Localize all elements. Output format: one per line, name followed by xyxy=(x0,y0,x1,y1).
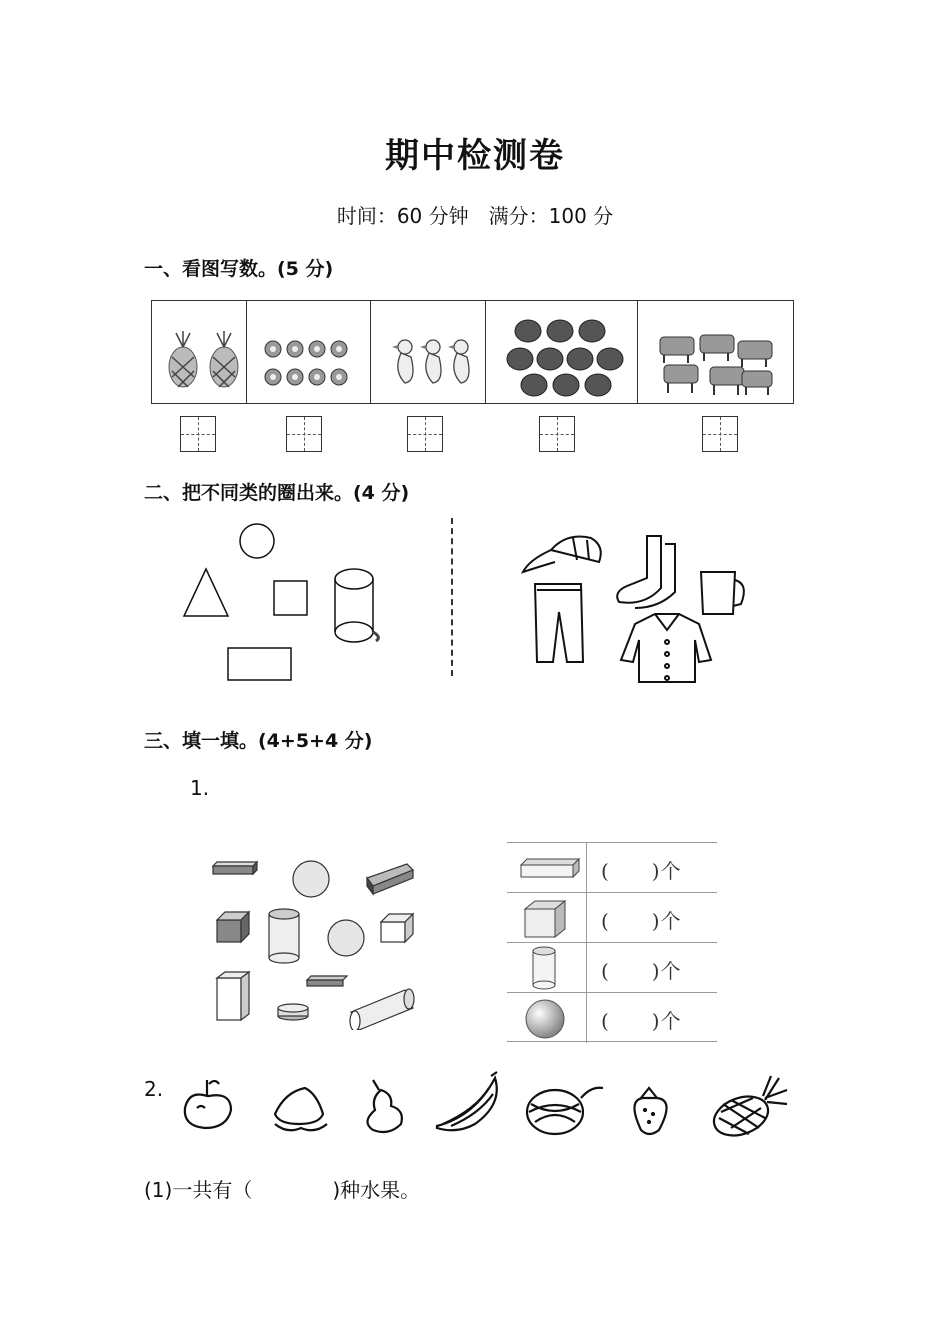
cap-icon[interactable] xyxy=(523,537,601,573)
section2-heading: 二、把不同类的圈出来。(4 分) xyxy=(144,482,410,504)
shapes-group xyxy=(170,515,400,690)
cube-icon xyxy=(217,912,249,942)
solids-group xyxy=(205,850,425,1030)
count-row xyxy=(507,892,717,942)
socks-icon[interactable] xyxy=(617,536,675,608)
answer-box-4[interactable] xyxy=(539,416,575,452)
question-number-1: 1. xyxy=(190,776,210,800)
cylinder-icon xyxy=(529,945,561,991)
pear-icon xyxy=(367,1080,401,1132)
answer-box-1[interactable] xyxy=(180,416,216,452)
apple-cell xyxy=(486,301,638,403)
apple-icon xyxy=(486,301,638,403)
page-title: 期中检测卷 xyxy=(385,136,565,176)
count-row xyxy=(507,842,717,892)
cube-icon xyxy=(521,899,571,939)
count-row xyxy=(507,942,717,992)
question-number-2: 2. xyxy=(144,1077,164,1101)
flower-cell xyxy=(247,301,371,403)
peach-icon xyxy=(275,1088,327,1130)
cuboid-icon xyxy=(213,862,257,874)
answer-box-3[interactable] xyxy=(407,416,443,452)
section1-heading: 一、看图写数。(5 分) xyxy=(144,258,334,280)
cow-icon xyxy=(638,301,794,403)
circle-icon[interactable] xyxy=(240,524,274,558)
count-row xyxy=(507,992,717,1042)
flower-icon xyxy=(247,301,371,403)
rectangle-icon[interactable] xyxy=(228,648,291,680)
answer-box-5[interactable] xyxy=(702,416,738,452)
cube-icon xyxy=(381,914,413,942)
exam-info: 时间：60 分钟 满分：100 分 xyxy=(336,204,614,228)
pineapple-cell xyxy=(152,301,247,403)
count-answer[interactable]: ( )个 xyxy=(601,859,682,883)
sphere-icon xyxy=(328,920,364,956)
cuboid-icon xyxy=(367,864,413,894)
duck-cell xyxy=(371,301,486,403)
pineapple-icon xyxy=(152,301,247,403)
divider-line xyxy=(451,518,453,676)
section3-heading: 三、填一填。(4+5+4 分) xyxy=(144,730,373,752)
cuboid-icon xyxy=(517,857,581,881)
cup-icon[interactable] xyxy=(701,572,744,614)
count-answer[interactable]: ( )个 xyxy=(601,959,682,983)
square-icon[interactable] xyxy=(274,581,307,615)
count-answer[interactable]: ( )个 xyxy=(601,1009,682,1033)
apple-icon xyxy=(185,1080,231,1128)
answer-box-2[interactable] xyxy=(286,416,322,452)
strawberry-icon xyxy=(634,1088,666,1134)
picture-table xyxy=(151,300,794,404)
pineapple-icon xyxy=(709,1076,787,1142)
jacket-icon[interactable] xyxy=(621,614,711,682)
count-table xyxy=(507,842,717,1042)
cow-cell xyxy=(638,301,794,403)
question-2-part-1: (1)一共有（ )种水果。 xyxy=(144,1178,421,1202)
banana-icon xyxy=(437,1072,497,1130)
sphere-icon xyxy=(523,997,567,1041)
triangle-icon[interactable] xyxy=(184,569,228,616)
pants-icon[interactable] xyxy=(535,584,583,662)
cuboid-icon xyxy=(307,976,347,986)
watermelon-icon xyxy=(527,1088,603,1134)
cylinder-icon xyxy=(278,1004,308,1020)
cuboid-icon xyxy=(217,972,249,1020)
clothes-group xyxy=(515,528,755,688)
sphere-icon xyxy=(293,861,329,897)
cylinder-icon xyxy=(269,909,299,963)
fruits-row xyxy=(175,1068,795,1144)
cylinder-icon xyxy=(350,989,414,1030)
cylinder-icon[interactable] xyxy=(335,569,378,642)
count-answer[interactable]: ( )个 xyxy=(601,909,682,933)
duck-icon xyxy=(371,301,486,403)
